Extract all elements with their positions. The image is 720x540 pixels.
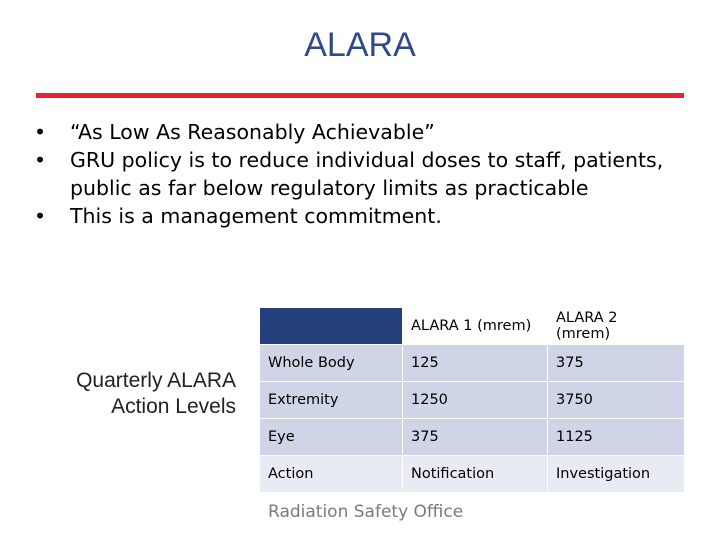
alara-levels-table — [259, 307, 685, 493]
table-header-row — [260, 308, 685, 345]
row-label: Action — [260, 456, 403, 493]
row-label: Whole Body — [260, 345, 403, 382]
bullet-list — [34, 118, 694, 230]
header-cell: ALARA 2 (mrem) — [548, 308, 685, 345]
table-cell: 375 — [403, 419, 548, 456]
row-label: Eye — [260, 419, 403, 456]
bullet-marker: • — [34, 148, 47, 172]
bullet-text: “As Low As Reasonably Achievable” — [70, 120, 435, 144]
header-cell: ALARA 1 (mrem) — [403, 308, 548, 345]
bullet-text: This is a management commitment. — [70, 204, 442, 228]
table-cell: 1125 — [548, 419, 685, 456]
table-cell: 3750 — [548, 382, 685, 419]
title-divider — [36, 93, 684, 98]
table-caption-line: Action Levels — [111, 395, 236, 418]
bullet-item — [34, 202, 694, 230]
bullet-text: GRU policy is to reduce individual doses to staff, patients, public as far below regulatory limits as practicable — [70, 148, 664, 200]
slide-title: ALARA — [304, 26, 416, 64]
row-label: Extremity — [260, 382, 403, 419]
table-cell: Investigation — [548, 456, 685, 493]
table-row — [260, 456, 685, 493]
bullet-marker: • — [34, 204, 47, 228]
table-row — [260, 345, 685, 382]
bullet-marker: • — [34, 120, 47, 144]
bullet-item — [34, 146, 694, 202]
table-row — [260, 382, 685, 419]
table-row — [260, 419, 685, 456]
header-cell-blank — [260, 308, 403, 345]
table-cell: Notification — [403, 456, 548, 493]
table-caption-line: Quarterly ALARA — [76, 369, 236, 392]
slide-footer: Radiation Safety Office — [268, 502, 464, 522]
table-caption — [40, 368, 236, 420]
bullet-item — [34, 118, 694, 146]
table-cell: 375 — [548, 345, 685, 382]
table-cell: 125 — [403, 345, 548, 382]
table-cell: 1250 — [403, 382, 548, 419]
